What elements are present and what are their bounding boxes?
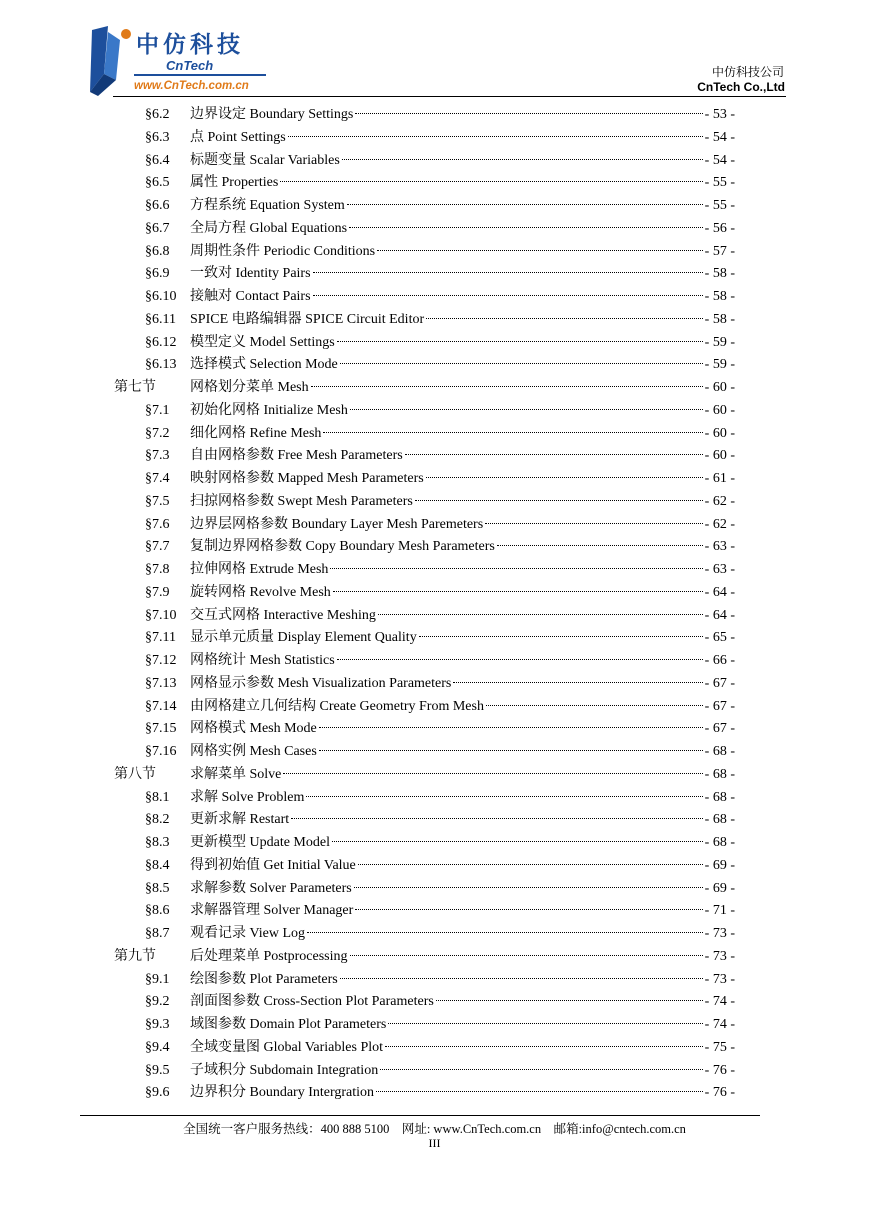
toc-dot-leader — [405, 453, 703, 455]
toc-entry-number: §9.2 — [145, 994, 170, 1010]
toc-entry-number: §7.3 — [145, 448, 170, 464]
toc-entry-number: §8.6 — [145, 903, 170, 919]
toc-entry-title: 属性 Properties — [190, 175, 279, 191]
page-number: III — [428, 1136, 441, 1150]
toc-entry-number: §9.6 — [145, 1085, 170, 1101]
toc-entry-title: 接触对 Contact Pairs — [190, 289, 311, 304]
toc-entry-title: SPICE 电路编辑器 SPICE Circuit Editor — [190, 311, 425, 327]
toc-entry-number: §7.12 — [145, 653, 177, 668]
toc-dot-leader — [497, 544, 703, 546]
toc-entry-title: 网格显示参数 Mesh Visualization Parameters — [190, 675, 452, 691]
toc-entry-title: 方程系统 Equation System — [190, 198, 345, 213]
toc-entry[interactable] — [145, 172, 735, 194]
toc-entry-title: 域图参数 Domain Plot Parameters — [190, 1017, 387, 1032]
toc-dot-leader — [319, 749, 703, 751]
toc-dot-leader — [355, 908, 702, 910]
toc-entry-page: - 74 - — [704, 994, 735, 1010]
toc-entry-title: 周期性条件 Periodic Conditions — [190, 243, 376, 259]
toc-entry-number: §7.14 — [145, 698, 177, 714]
toc-entry-page: - 60 - — [704, 425, 735, 441]
toc-dot-leader — [340, 362, 703, 364]
toc-entry-page: - 73 - — [704, 926, 735, 941]
toc-dot-leader — [349, 226, 703, 228]
toc-entry-title: 映射网格参数 Mapped Mesh Parameters — [190, 471, 424, 486]
toc-entry-page: - 53 - — [704, 107, 735, 122]
toc-entry[interactable] — [145, 559, 735, 581]
toc-entry-title: 求解参数 Solver Parameters — [190, 880, 352, 896]
company-name-cn: 中仿科技公司 — [711, 65, 784, 79]
toc-entry[interactable] — [145, 354, 735, 376]
toc-entry[interactable] — [145, 878, 735, 900]
toc-entry-number: §7.11 — [145, 630, 176, 646]
toc-entry-number: §9.4 — [145, 1039, 170, 1055]
toc-entry-page: - 59 - — [704, 334, 735, 350]
toc-entry-page: - 58 - — [704, 289, 735, 304]
toc-entry-page: - 58 - — [704, 311, 735, 327]
logo-divider — [134, 74, 266, 76]
toc-entry-number: §6.10 — [145, 289, 177, 304]
toc-entry-number: §8.4 — [145, 857, 170, 873]
toc-entry[interactable] — [145, 900, 735, 922]
toc-entry-title: 网格划分菜单 Mesh — [190, 380, 309, 395]
toc-entry[interactable] — [145, 923, 735, 945]
toc-entry-page: - 68 - — [704, 789, 735, 805]
toc-entry-number: §8.5 — [145, 880, 170, 896]
toc-dot-leader — [313, 271, 703, 273]
logo-mark-icon — [86, 26, 134, 98]
toc-entry-page: - 55 - — [704, 198, 735, 213]
toc-entry-page: - 62 - — [704, 516, 735, 532]
toc-dot-leader — [330, 567, 702, 569]
toc-entry-title: 一致对 Identity Pairs — [190, 266, 311, 282]
toc-entry-page: - 66 - — [704, 653, 735, 668]
toc-entry-title: 子域积分 Subdomain Integration — [190, 1062, 379, 1078]
toc-entry[interactable] — [145, 605, 735, 627]
toc-entry-page: - 75 - — [704, 1039, 735, 1055]
toc-dot-leader — [385, 1045, 703, 1047]
toc-entry-title: 复制边界网格参数 Copy Boundary Mesh Parameters — [190, 539, 495, 555]
toc-entry-page: - 73 - — [704, 948, 735, 964]
toc-entry-page: - 69 - — [704, 880, 735, 896]
toc-entry-page: - 63 - — [704, 562, 735, 577]
toc-entry[interactable] — [145, 491, 735, 513]
toc-dot-leader — [388, 1022, 702, 1024]
toc-entry[interactable] — [145, 309, 735, 331]
toc-entry[interactable] — [145, 536, 735, 558]
toc-entry-page: - 68 - — [704, 835, 735, 850]
toc-entry[interactable] — [145, 787, 735, 809]
toc-entry-title: 交互式网格 Interactive Meshing — [190, 607, 376, 623]
toc-dot-leader — [419, 635, 703, 637]
toc-dot-leader — [378, 613, 703, 615]
toc-entry-title: 更新模型 Update Model — [190, 835, 330, 850]
toc-entry-number: §7.2 — [145, 425, 170, 441]
toc-entry-page: - 67 - — [704, 698, 735, 714]
logo-english-name: CnTech — [166, 58, 214, 73]
toc-entry-number: §6.9 — [145, 266, 170, 282]
toc-entry-title: 边界层网格参数 Boundary Layer Mesh Paremeters — [190, 516, 484, 532]
toc-entry-page: - 57 - — [704, 243, 735, 259]
toc-entry-page: - 68 - — [704, 766, 735, 782]
toc-entry-number: §8.7 — [145, 926, 170, 941]
toc-entry-title: 网格模式 Mesh Mode — [190, 721, 317, 737]
toc-dot-leader — [358, 863, 703, 865]
toc-entry-page: - 54 - — [704, 129, 735, 145]
toc-entry[interactable] — [145, 514, 735, 536]
toc-dot-leader — [415, 499, 703, 501]
toc-entry-page: - 65 - — [704, 630, 735, 646]
toc-entry[interactable] — [145, 1082, 735, 1104]
toc-entry[interactable] — [114, 946, 735, 968]
toc-entry-title: 初始化网格 Initialize Mesh — [190, 402, 348, 418]
toc-entry-title: 求解器管理 Solver Manager — [190, 903, 354, 919]
toc-dot-leader — [306, 795, 702, 797]
toc-entry-title: 全局方程 Global Equations — [190, 220, 348, 236]
toc-entry-title: 网格统计 Mesh Statistics — [190, 653, 335, 668]
toc-entry-page: - 60 - — [704, 380, 735, 395]
toc-entry-page: - 68 - — [704, 744, 735, 759]
toc-entry-page: - 67 - — [704, 675, 735, 691]
toc-entry-page: - 68 - — [704, 812, 735, 828]
toc-entry[interactable] — [145, 1060, 735, 1082]
toc-entry-number: §8.1 — [145, 789, 170, 805]
toc-entry[interactable] — [145, 423, 735, 445]
toc-entry-page: - 58 - — [704, 266, 735, 282]
toc-entry-title: 拉伸网格 Extrude Mesh — [190, 562, 329, 577]
toc-dot-leader — [485, 522, 703, 524]
toc-entry-number: §6.7 — [145, 220, 170, 236]
toc-entry-page: - 76 - — [704, 1062, 735, 1078]
toc-entry[interactable] — [145, 1037, 735, 1059]
toc-entry[interactable] — [145, 400, 735, 422]
toc-entry-number: §7.4 — [145, 471, 170, 486]
toc-dot-leader — [340, 977, 703, 979]
toc-entry-number: §8.2 — [145, 812, 170, 828]
toc-entry[interactable] — [114, 764, 735, 786]
toc-entry-title: 绘图参数 Plot Parameters — [190, 971, 338, 987]
toc-entry-number: §9.3 — [145, 1017, 170, 1032]
toc-dot-leader — [486, 704, 703, 706]
toc-entry-title: 旋转网格 Revolve Mesh — [190, 584, 331, 600]
toc-entry-title: 选择模式 Selection Mode — [190, 357, 338, 373]
toc-entry-page: - 55 - — [704, 175, 735, 191]
toc-dot-leader — [283, 772, 702, 774]
toc-entry-title: 标题变量 Scalar Variables — [190, 152, 340, 168]
toc-entry-number: §7.5 — [145, 493, 170, 509]
toc-dot-leader — [426, 476, 703, 478]
toc-entry-title: 得到初始值 Get Initial Value — [190, 857, 356, 873]
toc-dot-leader — [453, 681, 702, 683]
toc-dot-leader — [350, 954, 703, 956]
toc-entry[interactable] — [145, 127, 735, 149]
toc-entry-title: 细化网格 Refine Mesh — [190, 425, 322, 441]
toc-entry-number: §9.5 — [145, 1062, 170, 1078]
toc-entry-number: 第八节 — [114, 766, 156, 782]
toc-entry-page: - 62 - — [704, 493, 735, 509]
toc-entry-number: §7.15 — [145, 721, 177, 737]
toc-entry[interactable] — [145, 718, 735, 740]
toc-entry-title: 自由网格参数 Free Mesh Parameters — [190, 448, 403, 464]
toc-entry-title: 模型定义 Model Settings — [190, 334, 335, 350]
toc-dot-leader — [350, 408, 703, 410]
logo-url: www.CnTech.com.cn — [134, 80, 249, 92]
toc-entry-title: 更新求解 Restart — [190, 812, 290, 828]
toc-entry-page: - 60 - — [704, 448, 735, 464]
toc-entry-title: 剖面图参数 Cross-Section Plot Parameters — [190, 994, 434, 1010]
toc-entry[interactable] — [145, 832, 735, 854]
logo-chinese-name: 中仿科技 — [136, 32, 244, 58]
toc-entry-title: 边界设定 Boundary Settings — [190, 107, 354, 122]
toc-entry-number: §6.6 — [145, 198, 170, 213]
toc-entry-number: §8.3 — [145, 835, 170, 850]
toc-entry[interactable] — [145, 1014, 735, 1036]
toc-dot-leader — [355, 112, 702, 114]
toc-dot-leader — [337, 658, 703, 660]
toc-entry-number: §6.2 — [145, 107, 170, 122]
toc-entry-title: 边界积分 Boundary Intergration — [190, 1085, 375, 1101]
toc-entry[interactable] — [145, 582, 735, 604]
toc-entry-number: §9.1 — [145, 971, 170, 987]
toc-entry[interactable] — [145, 650, 735, 672]
toc-entry-number: §7.7 — [145, 539, 170, 555]
toc-entry[interactable] — [145, 696, 735, 718]
toc-entry-number: 第九节 — [114, 948, 156, 964]
toc-entry-title: 求解菜单 Solve — [190, 766, 282, 782]
toc-dot-leader — [436, 999, 703, 1001]
toc-entry[interactable] — [145, 241, 735, 263]
toc-entry-page: - 56 - — [704, 220, 735, 236]
toc-entry-title: 扫掠网格参数 Swept Mesh Parameters — [190, 493, 413, 509]
toc-entry[interactable] — [145, 195, 735, 217]
footer-divider — [80, 1115, 760, 1116]
toc-entry-number: §6.11 — [145, 311, 176, 327]
toc-entry-number: §7.1 — [145, 402, 170, 418]
toc-entry-page: - 63 - — [704, 539, 735, 555]
toc-entry[interactable] — [145, 263, 735, 285]
toc-dot-leader — [288, 135, 703, 137]
company-name-en: CnTech Co.,Ltd — [697, 80, 785, 94]
toc-entry[interactable] — [145, 855, 735, 877]
header-divider — [113, 96, 786, 97]
toc-dot-leader — [332, 840, 703, 842]
toc-entry-page: - 59 - — [704, 357, 735, 373]
toc-dot-leader — [342, 158, 703, 160]
toc-dot-leader — [380, 1068, 702, 1070]
toc-dot-leader — [319, 726, 703, 728]
toc-entry-page: - 67 - — [704, 721, 735, 737]
footer-contact: 全国统一客户服务热线：400 888 5100 网址: www.CnTech.com.cn 邮箱:info@cntech.com.cn — [183, 1122, 686, 1136]
toc-entry-title: 网格实例 Mesh Cases — [190, 744, 317, 759]
toc-dot-leader — [311, 385, 703, 387]
toc-entry[interactable] — [145, 969, 735, 991]
toc-entry-page: - 69 - — [704, 857, 735, 873]
toc-entry-number: §6.5 — [145, 175, 170, 191]
toc-entry[interactable] — [145, 445, 735, 467]
toc-entry-title: 求解 Solve Problem — [190, 789, 305, 805]
toc-dot-leader — [323, 431, 702, 433]
toc-entry-number: §6.13 — [145, 357, 177, 373]
toc-entry-number: §7.13 — [145, 675, 177, 691]
toc-entry-number: §7.6 — [145, 516, 170, 532]
toc-entry[interactable] — [145, 104, 735, 126]
toc-entry-title: 后处理菜单 Postprocessing — [190, 948, 348, 964]
toc-entry[interactable] — [145, 332, 735, 354]
toc-dot-leader — [313, 294, 703, 296]
toc-dot-leader — [426, 317, 703, 319]
toc-dot-leader — [376, 1090, 703, 1092]
toc-entry-page: - 64 - — [704, 584, 735, 600]
toc-entry[interactable] — [114, 377, 735, 399]
toc-entry-number: §6.12 — [145, 334, 177, 350]
toc-entry-number: §6.4 — [145, 152, 170, 168]
toc-entry-number: §7.8 — [145, 562, 170, 577]
toc-entry[interactable] — [145, 286, 735, 308]
toc-dot-leader — [291, 817, 703, 819]
toc-dot-leader — [354, 886, 703, 888]
toc-entry[interactable] — [145, 991, 735, 1013]
toc-entry-number: 第七节 — [114, 380, 156, 395]
toc-entry-number: §7.10 — [145, 607, 177, 623]
toc-entry-page: - 76 - — [704, 1085, 735, 1101]
toc-entry-page: - 64 - — [704, 607, 735, 623]
toc-entry-page: - 54 - — [704, 152, 735, 168]
toc-entry-title: 显示单元质量 Display Element Quality — [190, 630, 417, 646]
toc-dot-leader — [333, 590, 703, 592]
toc-entry[interactable] — [145, 673, 735, 695]
toc-dot-leader — [280, 180, 702, 182]
toc-entry-title: 点 Point Settings — [190, 129, 286, 145]
toc-entry[interactable] — [145, 218, 735, 240]
toc-entry-number: §6.3 — [145, 129, 170, 145]
toc-entry-number: §6.8 — [145, 243, 170, 259]
toc-entry-title: 由网格建立几何结构 Create Geometry From Mesh — [190, 698, 484, 714]
toc-entry-page: - 73 - — [704, 971, 735, 987]
toc-entry-page: - 60 - — [704, 402, 735, 418]
toc-dot-leader — [307, 931, 703, 933]
toc-entry-title: 全域变量图 Global Variables Plot — [190, 1039, 384, 1055]
toc-entry-page: - 74 - — [704, 1017, 735, 1032]
toc-entry-number: §7.16 — [145, 744, 177, 759]
toc-entry[interactable] — [145, 809, 735, 831]
toc-entry-title: 观看记录 View Log — [190, 926, 306, 941]
toc-entry-page: - 71 - — [704, 903, 735, 919]
toc-dot-leader — [337, 340, 703, 342]
company-logo — [86, 26, 276, 98]
toc-dot-leader — [377, 249, 703, 251]
toc-dot-leader — [347, 203, 703, 205]
toc-entry-page: - 61 - — [704, 471, 735, 486]
toc-entry[interactable] — [145, 150, 735, 172]
toc-entry[interactable] — [145, 468, 735, 490]
toc-entry-number: §7.9 — [145, 584, 170, 600]
toc-entry[interactable] — [145, 741, 735, 763]
toc-entry[interactable] — [145, 627, 735, 649]
